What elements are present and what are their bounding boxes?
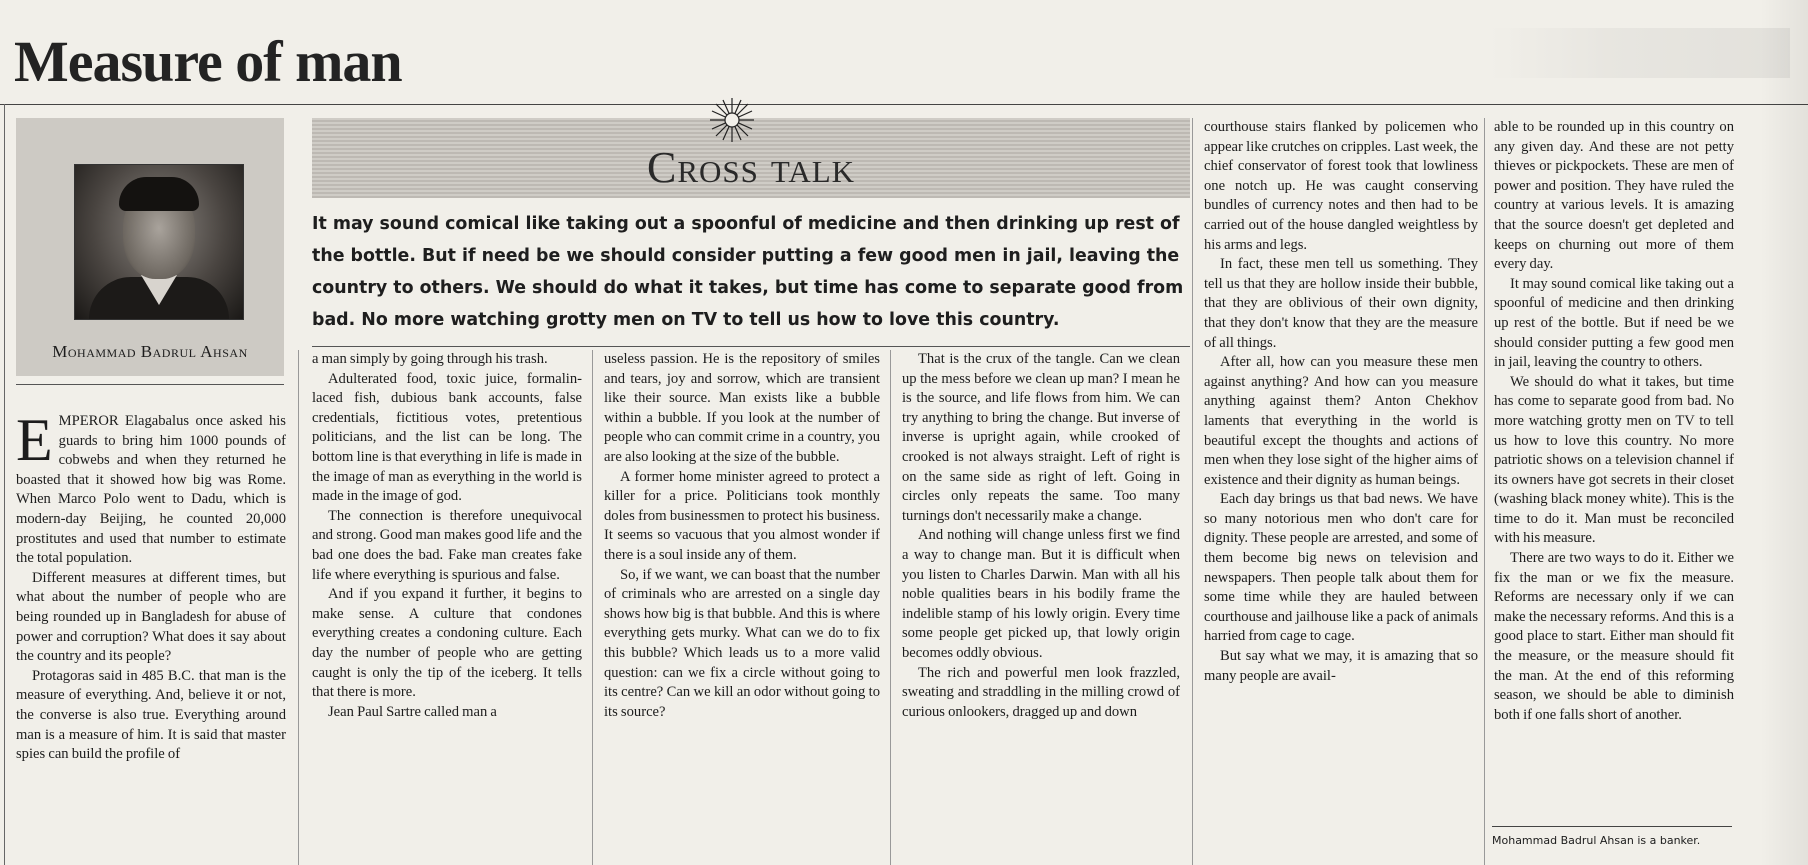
headline: Measure of man [14,29,402,94]
column-1 [16,407,286,765]
column-4 [902,350,1180,722]
paragraph: Adulterated food, toxic juice, formalin-laced fish, dubious bank accounts, false credentials, fictitious votes, pretentious politicians, and the list can be long. The bottom line is that everything in life is made in the image of man as everything in the world is made in the image of god. [312,370,582,505]
paragraph: And if you expand it further, it begins to make sense. A culture that condones everything creates a condoning culture. Each day the number of people who are getting caught is only the tip of the iceberg. It tells that there is more. [312,586,582,701]
paragraph: Each day brings us that bad news. We have so many notorious men who don't care for dignity. These people are arrested, and some of them become big news on television and newspapers. Then people talk about them for some time while they are hauled between courthouse and jailhouse like a pack of animals harried from cage to cage. [1204,491,1478,645]
author-rule [16,384,284,385]
paragraph: able to be rounded up in this country on any given day. And these are not petty thieves or pickpockets. These are men of power and position. They have ruled the country at various levels. It is amazing that the source doesn't get depleted and keeps on churning out more of them every day. [1494,119,1734,273]
top-rule [0,104,1808,105]
author-footnote: Mohammad Badrul Ahsan is a banker. [1492,834,1701,847]
paragraph: useless passion. He is the repository of smiles and tears, joy and sorrow, which are transient like their source. Man exists like a bubble within a bubble. If you look at the number of people who can commit crime in a country, you are also looking at the size of the bubble. [604,351,880,465]
paragraph: We should do what it takes, but time has come to separate good from bad. No more watching grotty men on TV to tell us how to love this country. No more patriotic shows on a television channel if its owners have got secrets in their closet (washing black money white). This is the time to do it. Man must be reconciled with his measure. [1494,373,1734,547]
paragraph: Protagoras said in 485 B.C. that man is the measure of everything. And, believe it or not, the converse is also true. Everything around man is a measure of him. It is said that master spies can build the profile of [16,667,286,763]
paragraph: After all, how can you measure these men against anything? And how can you measure anything against them? Anton Chekhov laments that everything in the world is beautiful except the thoughts and actions of men when they lose sight of the higher aims of existence and their dignity as human beings. [1204,354,1478,488]
paragraph: In fact, these men tell us something. They tell us that they are hollow inside their bubble, that they are oblivious of their own dignity, that they don't know that they are the measure of all things. [1204,256,1478,351]
paragraph: It may sound comical like taking out a spoonful of medicine and then drinking up rest of the bottle. But if need be we should consider putting a few good men in jail, leaving the country to others. [1494,275,1734,371]
author-photo [74,164,244,320]
drop-cap: E [16,407,53,473]
paragraph: There are two ways to do it. Either we fix the man or we fix the measure. Reforms are necessary only if we can make the necessary reforms. And this is a good place to start. Either man should fit the measure, or the measure should fit the man. At the end of this reforming season, we should be able to diminish both if one falls short of another. [1494,550,1734,723]
pull-quote-rule [312,346,1190,347]
banner-title: Cross talk [646,143,856,192]
author-byline: Mohammad Badrul Ahsan [52,342,248,361]
paragraph: And nothing will change unless first we find a way to change man. But it is difficult when you listen to Charles Darwin. Man with all his noble qualities bears in his bodily frame the indelible stamp of his lowly origin. Every time some people get picked up, that lowly origin becomes oddly obvious. [902,527,1180,661]
paragraph: So, if we want, we can boast that the number of criminals who are arrested on a single day shows how big is that bubble. And this is where everything gets murky. What can we do to fix this bubble? Which leads us to a more valid question: can we fix a circle without going to its centre? Can we kill an odor without going to its source? [604,566,880,720]
column-rule [890,350,891,865]
left-rule [4,104,5,865]
paragraph: A former home minister agreed to protect a killer for a price. Politicians took monthly doles from businessmen to protect his business. It seems so vacuous that you almost wonder if there is a soul inside any of them. [604,468,880,563]
paragraph: EMPEROR Elagabalus once asked his guards to bring him 1000 pounds of cobwebs and when they returned he boasted that it showed how big was Rome. When Marco Polo went to Dadu, which is modern-day Beijing, he counted 20,000 prostitutes and used that number to estimate the total population. [16,407,286,567]
column-rule [1192,118,1193,865]
column-rule [592,350,593,865]
paragraph: The rich and powerful men look frazzled, sweating and straddling in the milling crowd of curious onlookers, dragged up and down [902,664,1180,720]
paragraph: a man simply by going through his trash. [312,351,548,367]
paragraph: Different measures at different times, but what about the number of people who are being rounded up in Bangladesh for abuse of power and corruption? What does it say about the country and its people? [16,569,286,665]
author-panel [16,118,284,376]
column-6 [1494,118,1734,725]
paragraph: The connection is therefore unequivocal and strong. Good man makes good life and the bad one does the bad. Fake man creates fake life where everything is spurious and false. [312,507,582,583]
page-edge-shade [1760,0,1808,865]
pull-quote: It may sound comical like taking out a spoonful of medicine and then drinking up rest of the bottle. But if need be we should consider putting a few good men in jail, leaving the country to others. We should do what it takes, but time has come to separate good from bad. No more watching grotty men on TV to tell us how to love this country. [312,214,1184,330]
paragraph: But say what we may, it is amazing that so many people are avail- [1204,648,1478,684]
paragraph: Jean Paul Sartre called man a [328,703,497,720]
footer-rule [1492,826,1732,827]
column-5 [1204,118,1478,686]
column-3 [604,350,880,722]
column-rule [1484,118,1485,865]
sunburst-icon [708,96,756,144]
paragraph: That is the crux of the tangle. Can we clean up the mess before we clean up man? I mean he is the source, and life flows from him. We can try anything to bring the change. But inverse of inverse is upright again, while crooked of crooked is not always straight. Left of right is on the same side as right of left. Going in circles only repeats the same. Too many turnings don't necessarily make a change. [902,351,1180,524]
paragraph: courthouse stairs flanked by policemen who appear like crutches on cripples. Last week, the chief conservator of forest took that lowliness one notch up. He was caught conserving bundles of currency notes and then had to be carried out of the house dangled weightless by his arms and legs. [1204,119,1478,253]
column-rule [298,350,299,865]
bleed-through-shade [1490,28,1790,78]
column-2 [312,350,582,722]
